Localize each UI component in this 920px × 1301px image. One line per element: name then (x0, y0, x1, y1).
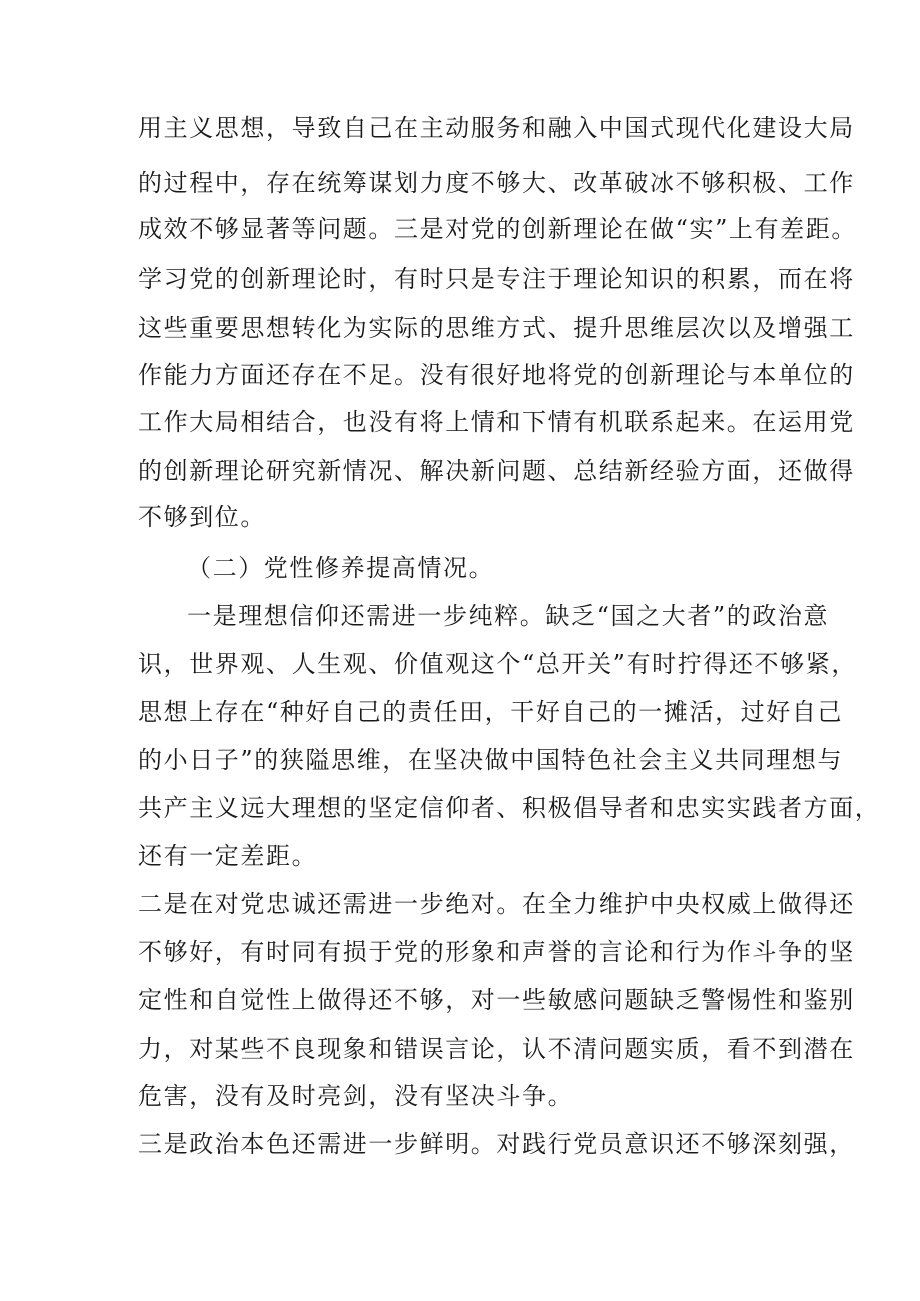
text-line-1: 用主义思想，导致自己在主动服务和融入中国式现代化建设大局 (138, 114, 855, 142)
text-line-20: 力，对某些不良现象和错误言论，认不清问题实质，看不到潜在 (138, 1035, 855, 1063)
text-line-19: 定性和自觉性上做得还不够，对一些敏感问题缺乏警惕性和鉴别 (138, 986, 855, 1014)
text-line-8: 的创新理论研究新情况、解决新问题、总结新经验方面，还做得 (138, 457, 855, 485)
section-heading: （二）党性修养提高情况。 (187, 554, 495, 582)
text-line-22: 三是政治本色还需进一步鲜明。对践行党员意识还不够深刻强， (138, 1130, 855, 1158)
text-line-18: 不够好，有时同有损于党的形象和声誉的言论和行为作斗争的坚 (138, 938, 855, 966)
text-line-9: 不够到位。 (138, 503, 266, 531)
text-line-13: 思想上存在“种好自己的责任田，干好自己的一摊活，过好自己 (138, 698, 844, 726)
text-line-14: 的小日子”的狭隘思维，在坚决做中国特色社会主义共同理想与 (138, 746, 844, 774)
text-line-21: 危害，没有及时亮剑，没有坚决斗争。 (138, 1082, 574, 1110)
text-line-2: 的过程中，存在统筹谋划力度不够大、改革破冰不够积极、工作 (138, 169, 855, 197)
text-line-4: 学习党的创新理论时，有时只是专注于理论知识的积累，而在将 (138, 265, 855, 293)
text-line-11: 一是理想信仰还需进一步纯粹。缺乏“国之大者”的政治意 (187, 602, 830, 630)
text-line-5: 这些重要思想转化为实际的思维方式、提升思维层次以及增强工 (138, 314, 855, 342)
text-line-17: 二是在对党忠诚还需进一步绝对。在全力维护中央权威上做得还 (138, 890, 855, 918)
text-line-3: 成效不够显著等问题。三是对党的创新理论在做“实”上有差距。 (138, 215, 857, 243)
text-line-7: 工作大局相结合，也没有将上情和下情有机联系起来。在运用党 (138, 408, 855, 436)
text-line-6: 作能力方面还存在不足。没有很好地将党的创新理论与本单位的 (138, 361, 855, 389)
text-line-16: 还有一定差距。 (138, 842, 318, 870)
text-line-12: 识，世界观、人生观、价值观这个“总开关”有时拧得还不够紧， (138, 650, 857, 678)
text-line-15: 共产主义远大理想的坚定信仰者、积极倡导者和忠实实践者方面， (138, 794, 881, 822)
